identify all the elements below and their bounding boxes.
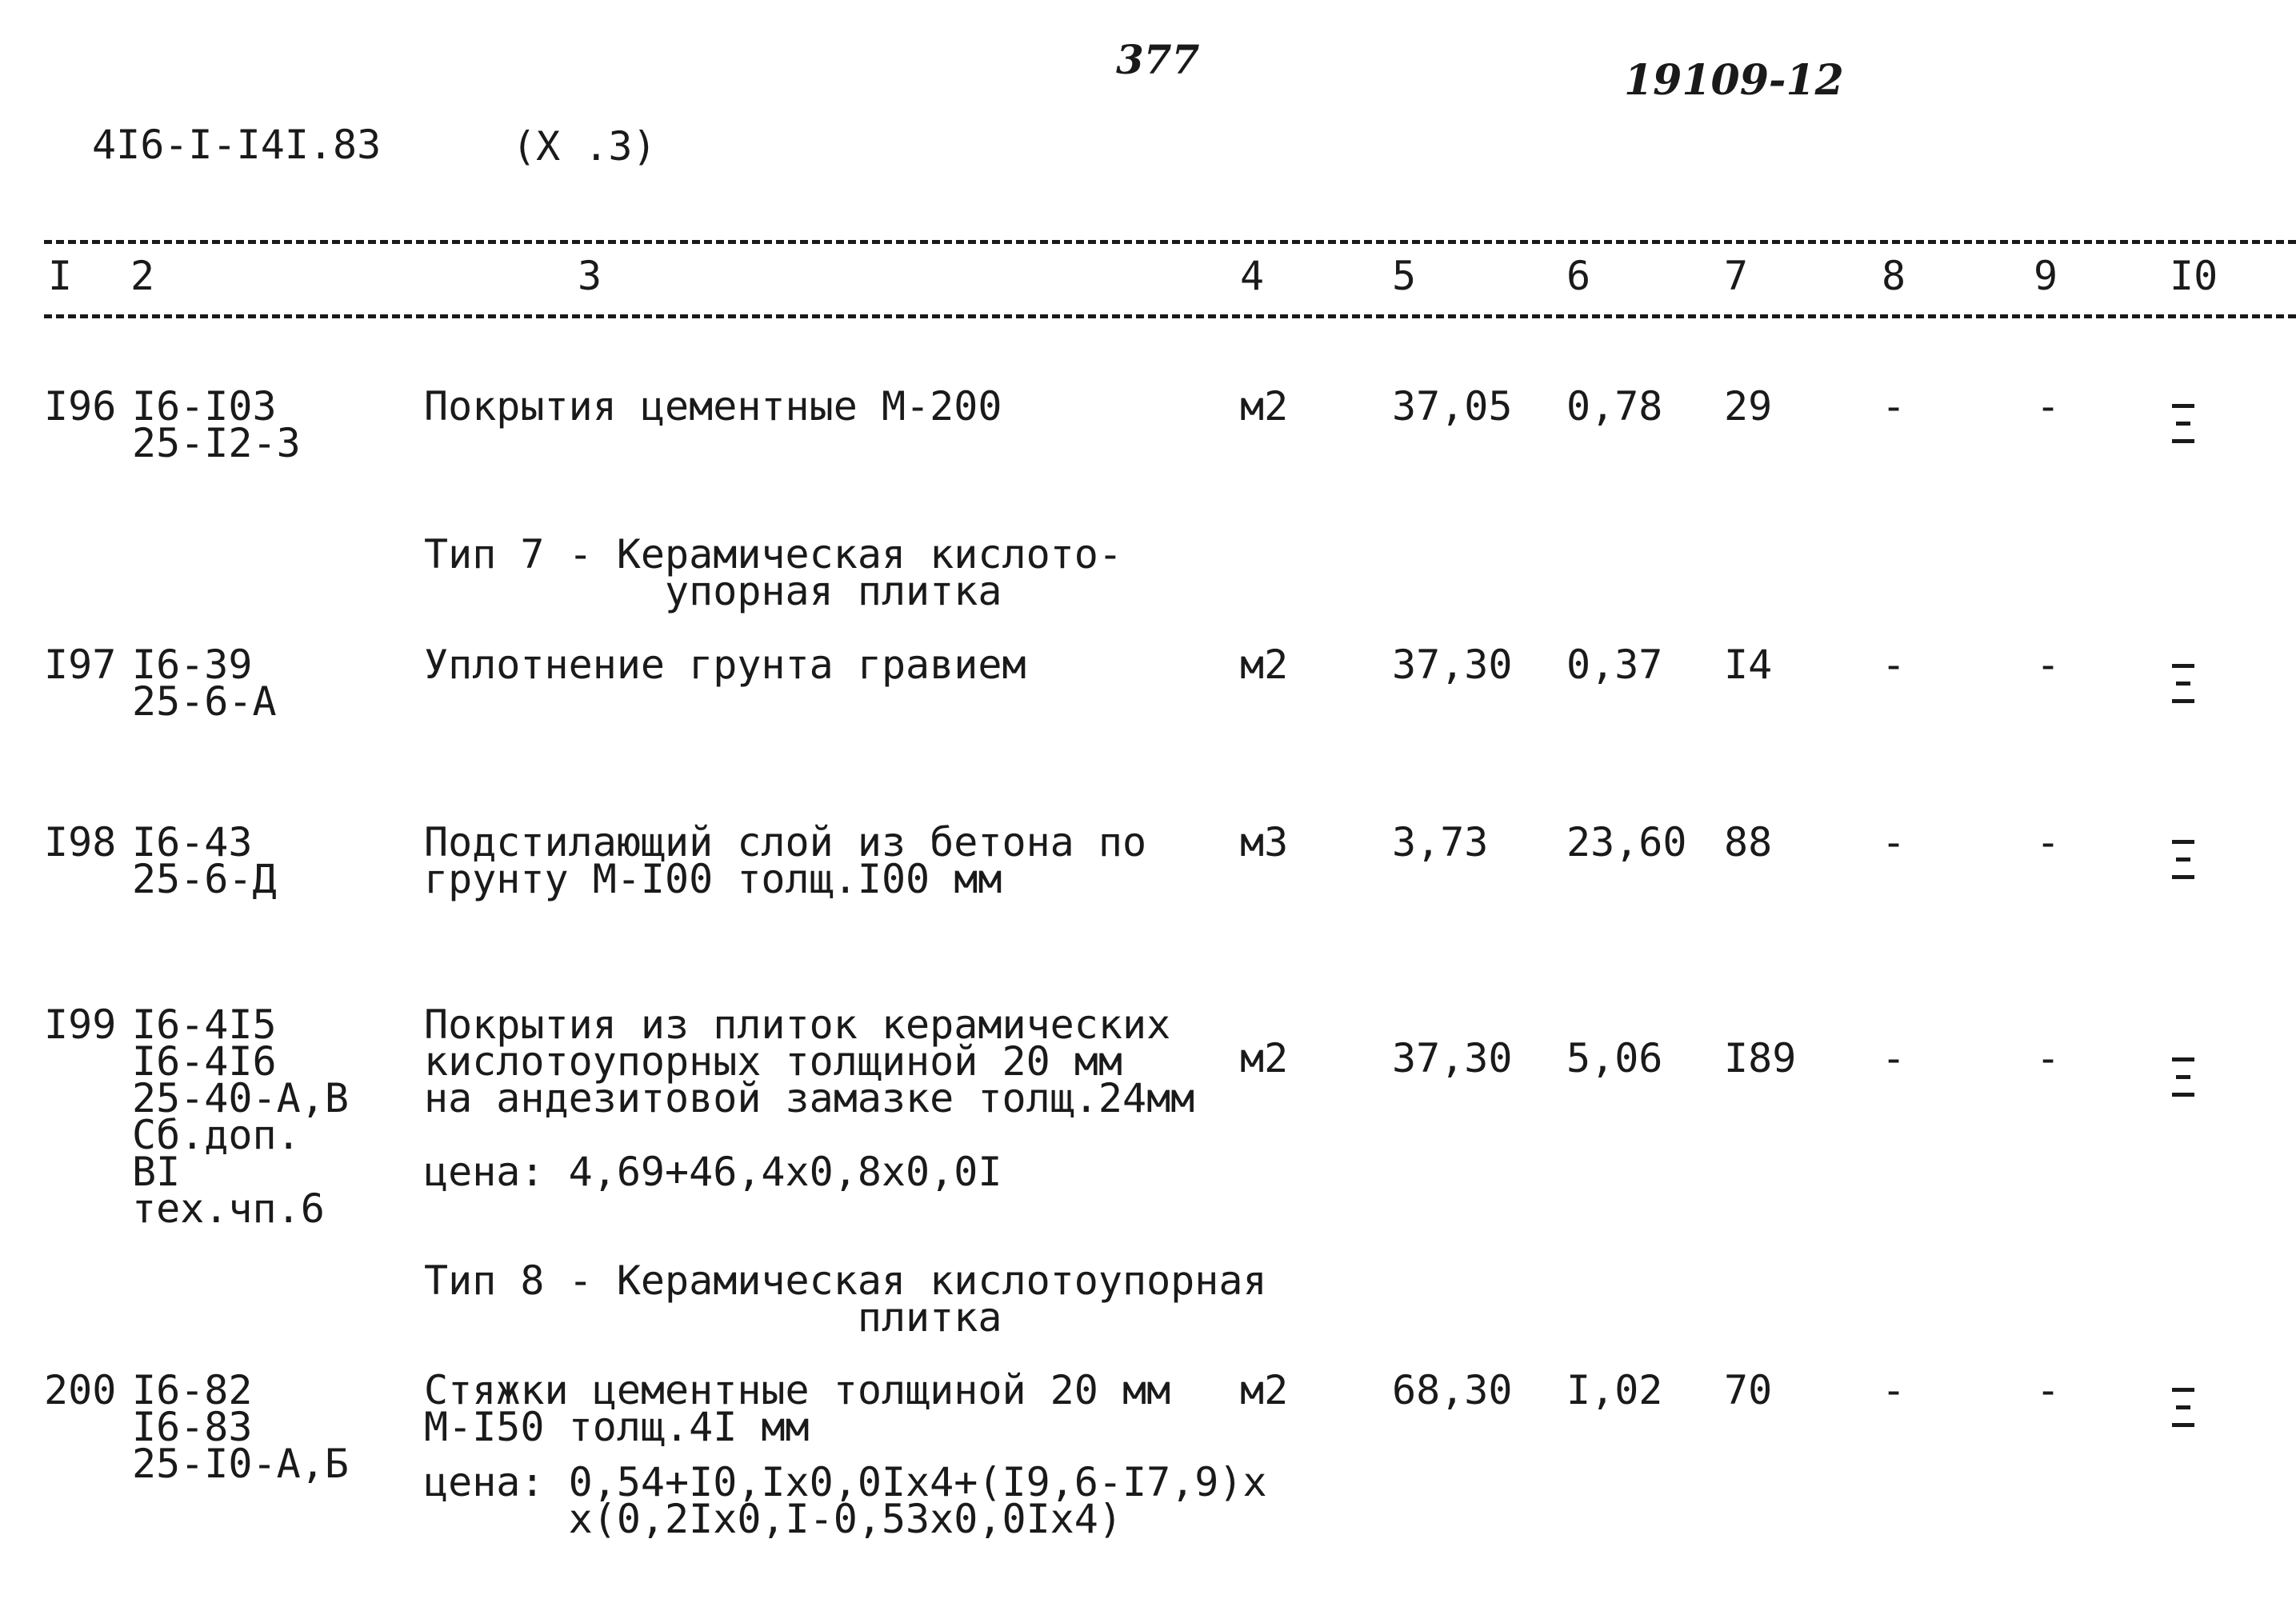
row-quantity: 3,73: [1392, 819, 1489, 865]
row-number: I96: [44, 383, 117, 430]
row-unit-price: 23,60: [1566, 819, 1687, 865]
row-number: I97: [44, 642, 117, 688]
col-header-5: 5: [1392, 253, 1417, 299]
ditto-mark: [2172, 1057, 2194, 1105]
row-unit-price: 5,06: [1566, 1035, 1663, 1081]
row-number: I98: [44, 819, 117, 865]
row-cost: 88: [1724, 819, 1773, 865]
section-heading-type8: Тип 8 - Керамическая кислотоупорная плитка: [424, 1257, 1267, 1341]
row-quantity: 37,05: [1392, 383, 1513, 430]
row-col8: -: [1882, 819, 1906, 865]
row-description: Покрытия из плиток керамических кислотоупорных толщиной 20 мм на андезитовой замазке толщ.24мм: [424, 1001, 1195, 1121]
row-codes: I6-39 25-6-А: [132, 642, 277, 725]
row-unit: м2: [1240, 383, 1289, 430]
row-col9: -: [2036, 1035, 2061, 1081]
row-col8: -: [1882, 642, 1906, 688]
col-header-9: 9: [2034, 253, 2058, 299]
row-unit: м2: [1240, 1367, 1289, 1413]
col-header-3: 3: [578, 253, 602, 299]
ditto-mark: [2172, 664, 2194, 712]
row-description: Уплотнение грунта гравием: [424, 642, 1026, 688]
col-header-2: 2: [130, 253, 155, 299]
row-codes: I6-43 25-6-Д: [132, 819, 277, 902]
col-header-6: 6: [1566, 253, 1591, 299]
row-description: Покрытия цементные М-200: [424, 383, 1002, 430]
row-cost: I4: [1724, 642, 1773, 688]
row-number: 200: [44, 1367, 117, 1413]
ditto-mark: [2172, 840, 2194, 888]
row-unit: м2: [1240, 1035, 1289, 1081]
row-codes: I6-I03 25-I2-3: [132, 383, 301, 466]
row-col9: -: [2036, 1367, 2061, 1413]
col-header-8: 8: [1882, 253, 1906, 299]
row-unit-price: I,02: [1566, 1367, 1663, 1413]
row-quantity: 37,30: [1392, 642, 1513, 688]
archive-number: 19109-12: [1624, 56, 1844, 105]
row-codes: I6-4I5 I6-4I6 25-40-А,В Сб.доп. ВI тех.чп.6: [132, 1001, 349, 1232]
row-col9: -: [2036, 819, 2061, 865]
row-cost: 29: [1724, 383, 1773, 430]
col-header-10: I0: [2170, 253, 2218, 299]
row-cost: 70: [1724, 1367, 1773, 1413]
header-rule-bottom: [44, 314, 2296, 318]
row-col8: -: [1882, 1035, 1906, 1081]
doc-code: 4I6-I-I4I.83: [92, 122, 382, 168]
row-col9: -: [2036, 642, 2061, 688]
ditto-mark: [2172, 404, 2194, 452]
col-header-7: 7: [1724, 253, 1749, 299]
row-quantity: 68,30: [1392, 1367, 1513, 1413]
row-cost: I89: [1724, 1035, 1797, 1081]
row-quantity: 37,30: [1392, 1035, 1513, 1081]
ditto-mark: [2172, 1388, 2194, 1436]
row-col8: -: [1882, 1367, 1906, 1413]
row-description: Подстилающий слой из бетона по грунту М-I00 толщ.I00 мм: [424, 819, 1147, 902]
row-unit-price: 0,78: [1566, 383, 1663, 430]
row-col9: -: [2036, 383, 2061, 430]
row-unit: м2: [1240, 642, 1289, 688]
row-unit: м3: [1240, 819, 1289, 865]
col-header-1: I: [48, 253, 73, 299]
col-header-4: 4: [1240, 253, 1265, 299]
row-price-note: цена: 4,69+46,4х0,8х0,0I: [424, 1149, 1002, 1195]
row-col8: -: [1882, 383, 1906, 430]
page-number: 377: [1116, 36, 1200, 83]
row-codes: I6-82 I6-83 25-I0-А,Б: [132, 1367, 349, 1487]
row-description: Стяжки цементные толщиной 20 мм М-I50 толщ.4I мм: [424, 1367, 1171, 1450]
doc-section: (X .3): [512, 123, 657, 170]
row-number: I99: [44, 1001, 117, 1048]
row-unit-price: 0,37: [1566, 642, 1663, 688]
section-heading-type7: Тип 7 - Керамическая кислото- упорная плитка: [424, 531, 1122, 614]
row-price-note: цена: 0,54+I0,Iх0,0Iх4+(I9,6-I7,9)х х(0,2Iх0,I-0,53х0,0Iх4): [424, 1459, 1267, 1542]
header-rule-top: [44, 240, 2296, 244]
